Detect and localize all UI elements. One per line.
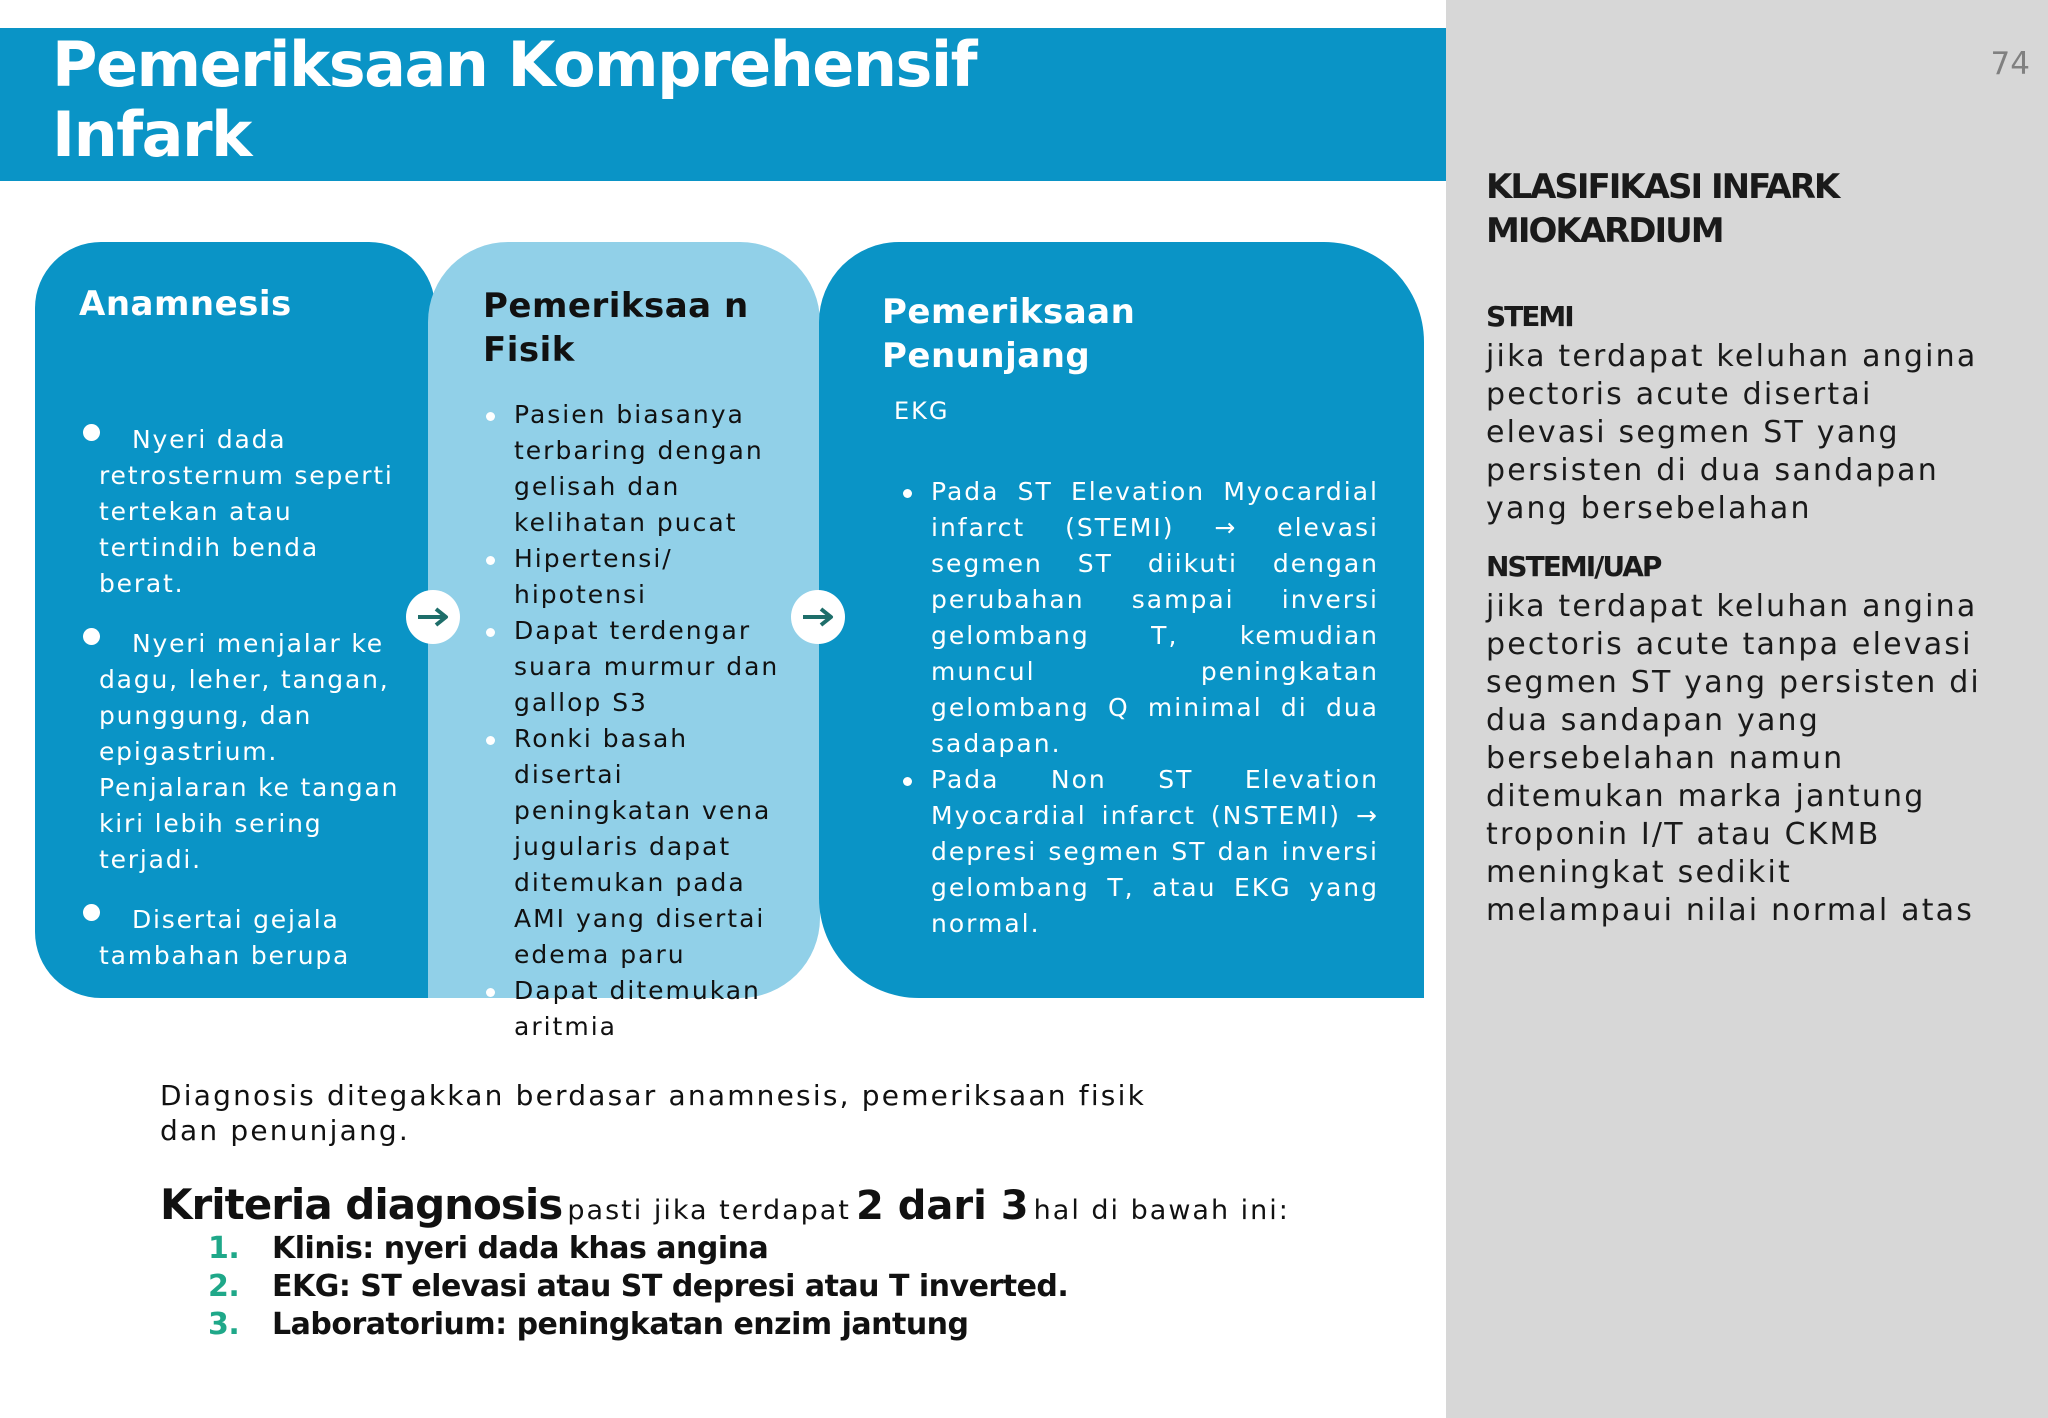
- bullet-icon: [903, 489, 912, 498]
- bullet-icon: [486, 988, 495, 997]
- bullet-icon: [486, 736, 495, 745]
- diagnosis-text: Diagnosis ditegakkan berdasar anamnesis, pemeriksaan fisik dan penunjang.: [160, 1079, 1146, 1147]
- pemeriksaan-fisik-title: Pemeriksaa n Fisik: [483, 286, 749, 370]
- bullet-icon: [486, 412, 495, 421]
- list-item: Pada ST Elevation Myocardial infarct (STEMI) → elevasi segmen ST diikuti dengan perubahan sampai inversi gelombang T, kemudian muncul peningkatan gelombang Q minimal di dua sadapan.: [901, 474, 1379, 762]
- list-item: 3. Laboratorium: peningkatan enzim jantung: [208, 1307, 969, 1342]
- list-item: Pasien biasanya terbaring dengan gelisah dan kelihatan pucat: [484, 397, 784, 541]
- pemeriksaan-fisik-card: [428, 242, 820, 1041]
- bullet-icon: [486, 556, 495, 565]
- sidebar-title: KLASIFIKASI INFARK MIOKARDIUM: [1486, 167, 1839, 251]
- list-item: 2. EKG: ST elevasi atau ST depresi atau T inverted.: [208, 1269, 1069, 1304]
- stemi-heading: STEMI: [1486, 300, 1573, 333]
- criteria-list: [208, 1230, 1068, 1344]
- bullet-icon: [83, 904, 100, 921]
- list-item: Dapat ditemukan aritmia: [484, 973, 784, 1045]
- list-item: Nyeri dada retrosternum seperti tertekan atau tertindih benda berat.: [35, 422, 415, 602]
- nstemi-heading: NSTEMI/UAP: [1486, 550, 1661, 583]
- list-item: Ronki basah disertai peningkatan vena jugularis dapat ditemukan pada AMI yang disertai edema paru: [484, 721, 784, 973]
- bullet-icon: [83, 628, 100, 645]
- item-number: 3.: [208, 1307, 240, 1342]
- list-item: Nyeri menjalar ke dagu, leher, tangan, punggung, dan epigastrium. Penjalaran ke tangan kiri lebih sering terjadi.: [35, 626, 415, 878]
- arrow-right-icon: [791, 590, 845, 644]
- stemi-text: jika terdapat keluhan angina pectoris acute disertai elevasi segmen ST yang persisten di dua sandapan yang bersebelahan: [1486, 339, 1978, 526]
- item-number: 2.: [208, 1269, 240, 1304]
- anamnesis-card: [35, 242, 435, 998]
- kriteria-text-2: hal di bawah ini:: [1033, 1195, 1290, 1226]
- pemeriksaan-penunjang-list: [901, 474, 1379, 942]
- list-item: Hipertensi/ hipotensi: [484, 541, 784, 613]
- item-number: 1.: [208, 1231, 240, 1266]
- page-number: 74: [1990, 46, 2030, 82]
- list-item: Disertai gejala tambahan berupa: [35, 902, 415, 974]
- page-title: Pemeriksaan Komprehensif Infark: [52, 28, 977, 171]
- list-item: Pada Non ST Elevation Myocardial infarct (NSTEMI) → depresi segmen ST dan inversi gelombang T, atau EKG yang normal.: [901, 762, 1379, 942]
- nstemi-text: jika terdapat keluhan angina pectoris acute tanpa elevasi segmen ST yang persisten di dua sandapan yang bersebelahan namun ditemukan marka jantung troponin I/T atau CKMB meningkat sedikit melampaui nilai normal atas: [1486, 589, 1981, 928]
- pemeriksaan-penunjang-card: [819, 242, 1424, 998]
- kriteria-heading: Kriteria diagnosis: [160, 1180, 563, 1229]
- bullet-icon: [83, 424, 100, 441]
- bullet-icon: [486, 628, 495, 637]
- arrow-right-icon: [406, 590, 460, 644]
- ekg-label: EKG: [894, 397, 950, 425]
- pemeriksaan-penunjang-title: Pemeriksaan Penunjang: [882, 292, 1136, 376]
- pemeriksaan-fisik-list: [484, 397, 784, 1045]
- kriteria-text-1: pasti jika terdapat: [567, 1195, 851, 1226]
- bullet-icon: [903, 777, 912, 786]
- list-item: 1. Klinis: nyeri dada khas angina: [208, 1231, 769, 1266]
- list-item: Dapat terdengar suara murmur dan gallop S3: [484, 613, 784, 721]
- kriteria-diagnosis-line: [160, 1180, 1290, 1229]
- anamnesis-title: Anamnesis: [79, 284, 292, 324]
- kriteria-highlight: 2 dari 3: [856, 1183, 1029, 1229]
- anamnesis-list: [35, 422, 415, 998]
